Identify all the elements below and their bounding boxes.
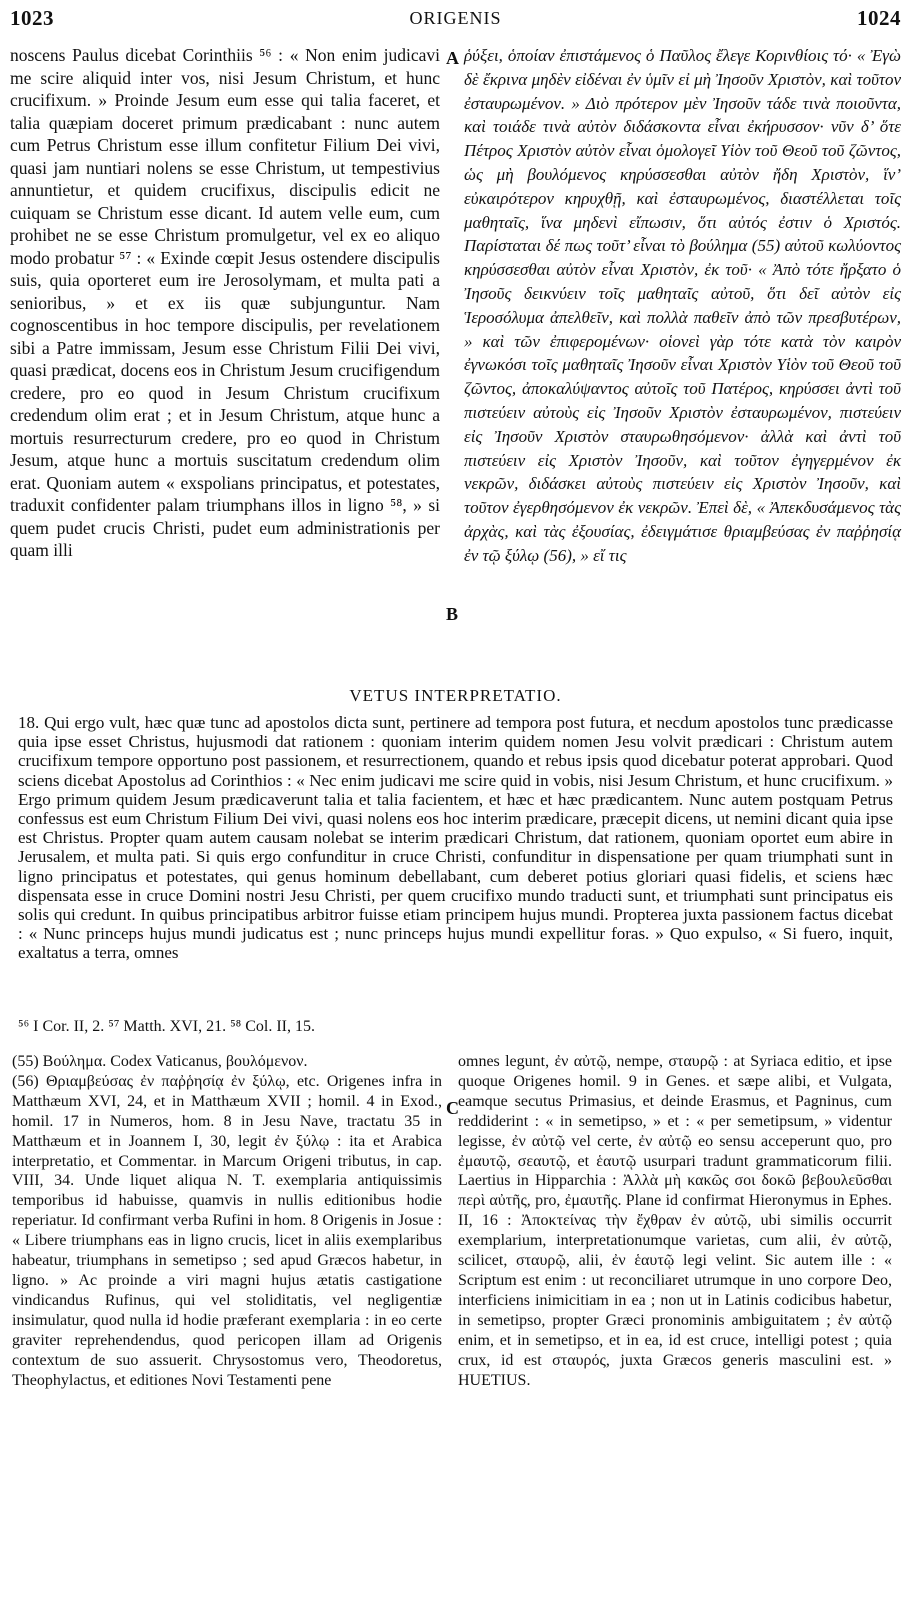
note-56-continued: omnes legunt, ἐν αὐτῷ, nempe, σταυρῷ : at Syriaca editio, et ipse quoque Origenes homil. 9 in Genes. et sæpe alibi, et Vulgata, eamque secutus Primasius, et deinde Erasmus, et Pagninus, cum reddiderint : « in semetipso, » et : « per semetipsum, » videntur legisse, ἐν αὐτῷ vel certe, ἐν αὐτῷ eo sensu acceperunt quo, pro ἐμαυτῷ, σεαυτῷ, et ἑαυτῷ usurpari tradunt grammaticorum filii. Laertius in Hipparchia : Ἀλλὰ μὴ κακῶς σοι δοκῶ βεβουλεῦσθαι περὶ αὐτῆς, pro, ἐμαυτῆς. Plane id confirmat Hieronymus in Ephes. II, 16 : Ἀποκτείνας τὴν ἔχθραν ἐν αὐτῷ, ubi similis occurrit exemplarium, interpretationumque varietas, cum alii, ἐν αὐτῷ, scilicet, σταυρῷ, alii, ἐν ἑαυτῷ legi velint. Sic autem ille : « Scriptum est enim : ut reconciliaret utrumque in uno corpore Deo, interficiens inimicitiam in ea ; non ut in Latinis codicibus habetur, in semetipso, propter Græci pronominis ambiguitatem ; ἐν αὐτῷ enim, et in semetipso, et in ea, id est cruce, intelligi potest ; quia crux, id est σταυρός, juxta Græcos generis masculini est. » HUETIUS.	[458, 1053, 892, 1389]
running-title: ORIGENIS	[409, 8, 502, 28]
note-56: (56) Θριαμβεύσας ἐν παῤῥησίᾳ ἐν ξύλῳ, etc. Origenes infra in Matthæum XVI, 24, et in Matthæum XVII ; homil. 4 in Exod., homil. 17 in Numeros, hom. 8 in Jesu Nave, tractatu 35 in Matthæum et in Joannem I, 30, legit ἐν ξύλῳ : ita et Arabica interpretatio, et Commentar. in Marcum Origeni tributus, in cap. VIII, 34. Unde liquet aliqua N. T. exemplaria antiquissimis temporibus id habuisse, quamvis in nullis editionibus hodie reperiatur. Id confirmant verba Rufini in hom. 8 Origenis in Josue : « Libere triumphans eas in ligno crucis, licet in aliis exemplaribus habeatur, triumphans in semetipso ; sed apud Græcos habetur, in ligno. » Ac proinde a viri magni hujus ætatis castigatione vindicandus Rufinus, qui vel stoliditatis, vel negligentiæ insimulatur, quod nulla id hodie præferant exemplaria : in eo certe graviter reprehendendus, quod pericopen illam ad Origenis contextum de suo assuerit. Chrysostomus vero, Theodoretus, Theophylactus, et editiones Novi Testamenti pene	[12, 1072, 442, 1389]
main-text-columns	[10, 44, 901, 684]
notes-columns	[10, 1052, 901, 1582]
page-number-right: 1024	[857, 6, 901, 30]
latin-column	[10, 44, 440, 562]
vetus-interpretatio-text: 18. Qui ergo vult, hæc quæ tunc ad apostolos dicta sunt, pertinere ad tempora post futura, et necdum apostolos tunc prædicasse quia ipse esset Christus, hujusmodi dat rationem : quoniam interim quidem nomen Jesu volvit prædicari : Christum autem crucifixum tempore opportuno post passionem, et resurrectionem, quando et rebus ipsis quod dicebatur poterat approbari. Quod sciens dicebat Apostolus ad Corinthios : « Nec enim judicavi me scire quid in vobis, nisi Jesum Christum, et hunc crucifixum. » Ergo primum quidem Jesum prædicaverunt talia et talia facientem, et hæc et hæc prædicantem. Nunc autem postquam Petrus confessus est eum Christum Filium Dei vivi, quasi nolens eos hoc interim prædicare, præcepit dicens, ut nemini dicant quia ipse est Christus. Propter quam autem causam nolebat se interim prædicari Christum, dat rationem, quoniam oportet eum abire in Jerusalem, et multa pati. Si quis ergo confunditur in cruce Christi, confunditur in dispensatione per quam triumphati sunt in ligno principatus et potestates, qui genus hominum debellabant, cum deberet potius gloriari quasi fidelis, et sciens hæc dispensata esse in cruce Domini nostri Jesu Christi, per quem crucifixo mundo traducti sunt, et triumphati sunt principatus eis solis qui credunt. In quibus principatibus arbitror fuisse etiam principem hujus mundi. Propterea juxta passionem factus dicebat : « Nunc princeps hujus mundi judicatus est ; nunc princeps hujus mundi expellitur foras. » Quo expulso, « Si fuero, inquit, exaltatus a terra, omnes	[18, 713, 893, 963]
notes-right-column	[458, 1052, 892, 1390]
greek-column	[464, 44, 901, 568]
margin-letter-c: C	[446, 1098, 459, 1118]
running-header	[10, 6, 901, 36]
page-number-left: 1023	[10, 6, 54, 30]
greek-text: ῥύξει, ὁποίαν ἐπιστάμενος ὁ Παῦλος ἔλεγε Κορινθίοις τό· « Ἐγὼ δὲ ἔκρινα μηδὲν εἰδέναι ἐν ὑμῖν εἰ μὴ Ἰησοῦν Χριστὸν, καὶ τοῦτον ἐσταυρωμένον. » Διὸ πρότερον μὲν Ἰησοῦν τάδε τινὰ ποιοῦντα, καὶ τοιάδε τινὰ αὐτὸν διδάσκοντα εἶναι ἐκήρυσσον· νῦν δ’ ὅτε Πέτρος Χριστὸν αὐτὸν εἶναι ὁμολογεῖ Υἱὸν τοῦ Θεοῦ τοῦ ζῶντος, ὡς μὴ βουλόμενος κηρύσσεσθαι αὐτὸν ἤδη Χριστὸν, ἵν’ εὐκαιρότερον κηρυχθῇ, καὶ ἐσταυρωμένος, διαστέλλεται τοῖς μαθηταῖς, ἵνα μηδενὶ εἴπωσιν, ὅτι αὐτός ἐστιν ὁ Χριστός. Παρίσταται δέ πως τοῦτ’ εἶναι τὸ βούλημα (55) αὐτοῦ κωλύοντος κηρύσσεσθαι αὐτὸν εἶναι Χριστὸν, ἐκ τοῦ· « Ἀπὸ τότε ἤρξατο ὁ Ἰησοῦς δεικνύειν τοῖς μαθηταῖς αὐτοῦ, ὅτι δεῖ αὐτὸν εἰς Ἱεροσόλυμα ἀπελθεῖν, καὶ πολλὰ παθεῖν ἀπὸ τῶν πρεσβυτέρων, » καὶ τῶν ἐπιφερομένων· οἱονεὶ γὰρ τότε κατὰ τὸν καιρὸν ἐγνωκόσι τοῖς μαθηταῖς Ἰησοῦν εἶναι Χριστὸν Υἱὸν τοῦ Θεοῦ τοῦ ζῶντος, ἀποκαλύψαντος αὐτοῖς τοῦ Πατέρος, κηρύσσει ἀντὶ τοῦ πιστεύειν αὐτοὺς εἰς Ἰησοῦν Χριστὸν ἐσταυρωμένον, πιστεύειν εἰς Ἰησοῦν Χριστὸν σταυρωθησόμενον· ἀλλὰ καὶ ἀντὶ τοῦ πιστεύειν εἰς Χριστὸν Ἰησοῦν, καὶ τοῦτον ἐγηγερμένον ἐκ νεκρῶν, διδάσκει αὐτοὺς πιστεύειν εἰς Χριστὸν Ἰησοῦν, καὶ τοῦτον ἐγερθησόμενον ἐκ νεκρῶν. Ἐπεὶ δὲ, « Ἀπεκδυσάμενος τὰς ἀρχὰς, καὶ τὰς ἐξουσίας, ἐδειγμάτισε θριαμβεύσας ἐν παῤῥησίᾳ ἐν τῷ ξύλῳ (56), » εἴ τις	[464, 46, 901, 565]
margin-letter-a: A	[446, 48, 459, 68]
section-title: VETUS INTERPRETATIO.	[349, 686, 562, 705]
notes-left-column	[12, 1052, 442, 1390]
margin-letter-b: B	[446, 604, 459, 624]
latin-text: noscens Paulus dicebat Corinthiis ⁵⁶ : « Non enim judicavi me scire aliquid inter vos, nisi Jesum Christum, et hunc crucifixum. » Proinde Jesum eum esse qui talia faceret, et talia quæpiam doceret primum prædicabant : nunc autem cum Petrus Christum esse illum confitetur Filium Dei vivi, quasi jam nuntiari nolens se esse Christum, ut tempestivius annuntietur, et quidem crucifixus, discipulis edicit ne cuiquam se Christum esse dicant. Id autem velle eum, cum prohibet ne se esse Christum promulgetur, vel ex eo aliquo modo probatur ⁵⁷ : « Exinde cœpit Jesus ostendere discipulis suis, quia oporteret eum ire Jerosolymam, et multa pati a senioribus, » et ex iis quæ subjunguntur. Nam cognoscentibus in hoc tempore discipulis, per revelationem sibi a Patre immissam, Jesum esse Christum Filii Dei vivi, quasi prædicat, docens eos in Christum Jesum crucifigendum credere, pro eo quod in Jesum Christum crucifixum credendum olim erat ; et in Jesum Christum, atque hunc a mortuis resurrecturum credere, pro eo quod in Christum Jesum, atque hunc a mortuis suscitatum credendum olim erat. Quoniam autem « exspolians principatus, et potestates, traduxit confidenter palam triumphans illos in ligno ⁵⁸, » si quem pudet crucis Christi, pudet eum administrationis per quam illi	[10, 45, 440, 560]
note-55: (55) Βούλημα. Codex Vaticanus, βουλόμενον.	[12, 1053, 308, 1070]
scripture-references: ⁵⁶ I Cor. II, 2. ⁵⁷ Matth. XVI, 21. ⁵⁸ Col. II, 15.	[18, 1018, 315, 1035]
